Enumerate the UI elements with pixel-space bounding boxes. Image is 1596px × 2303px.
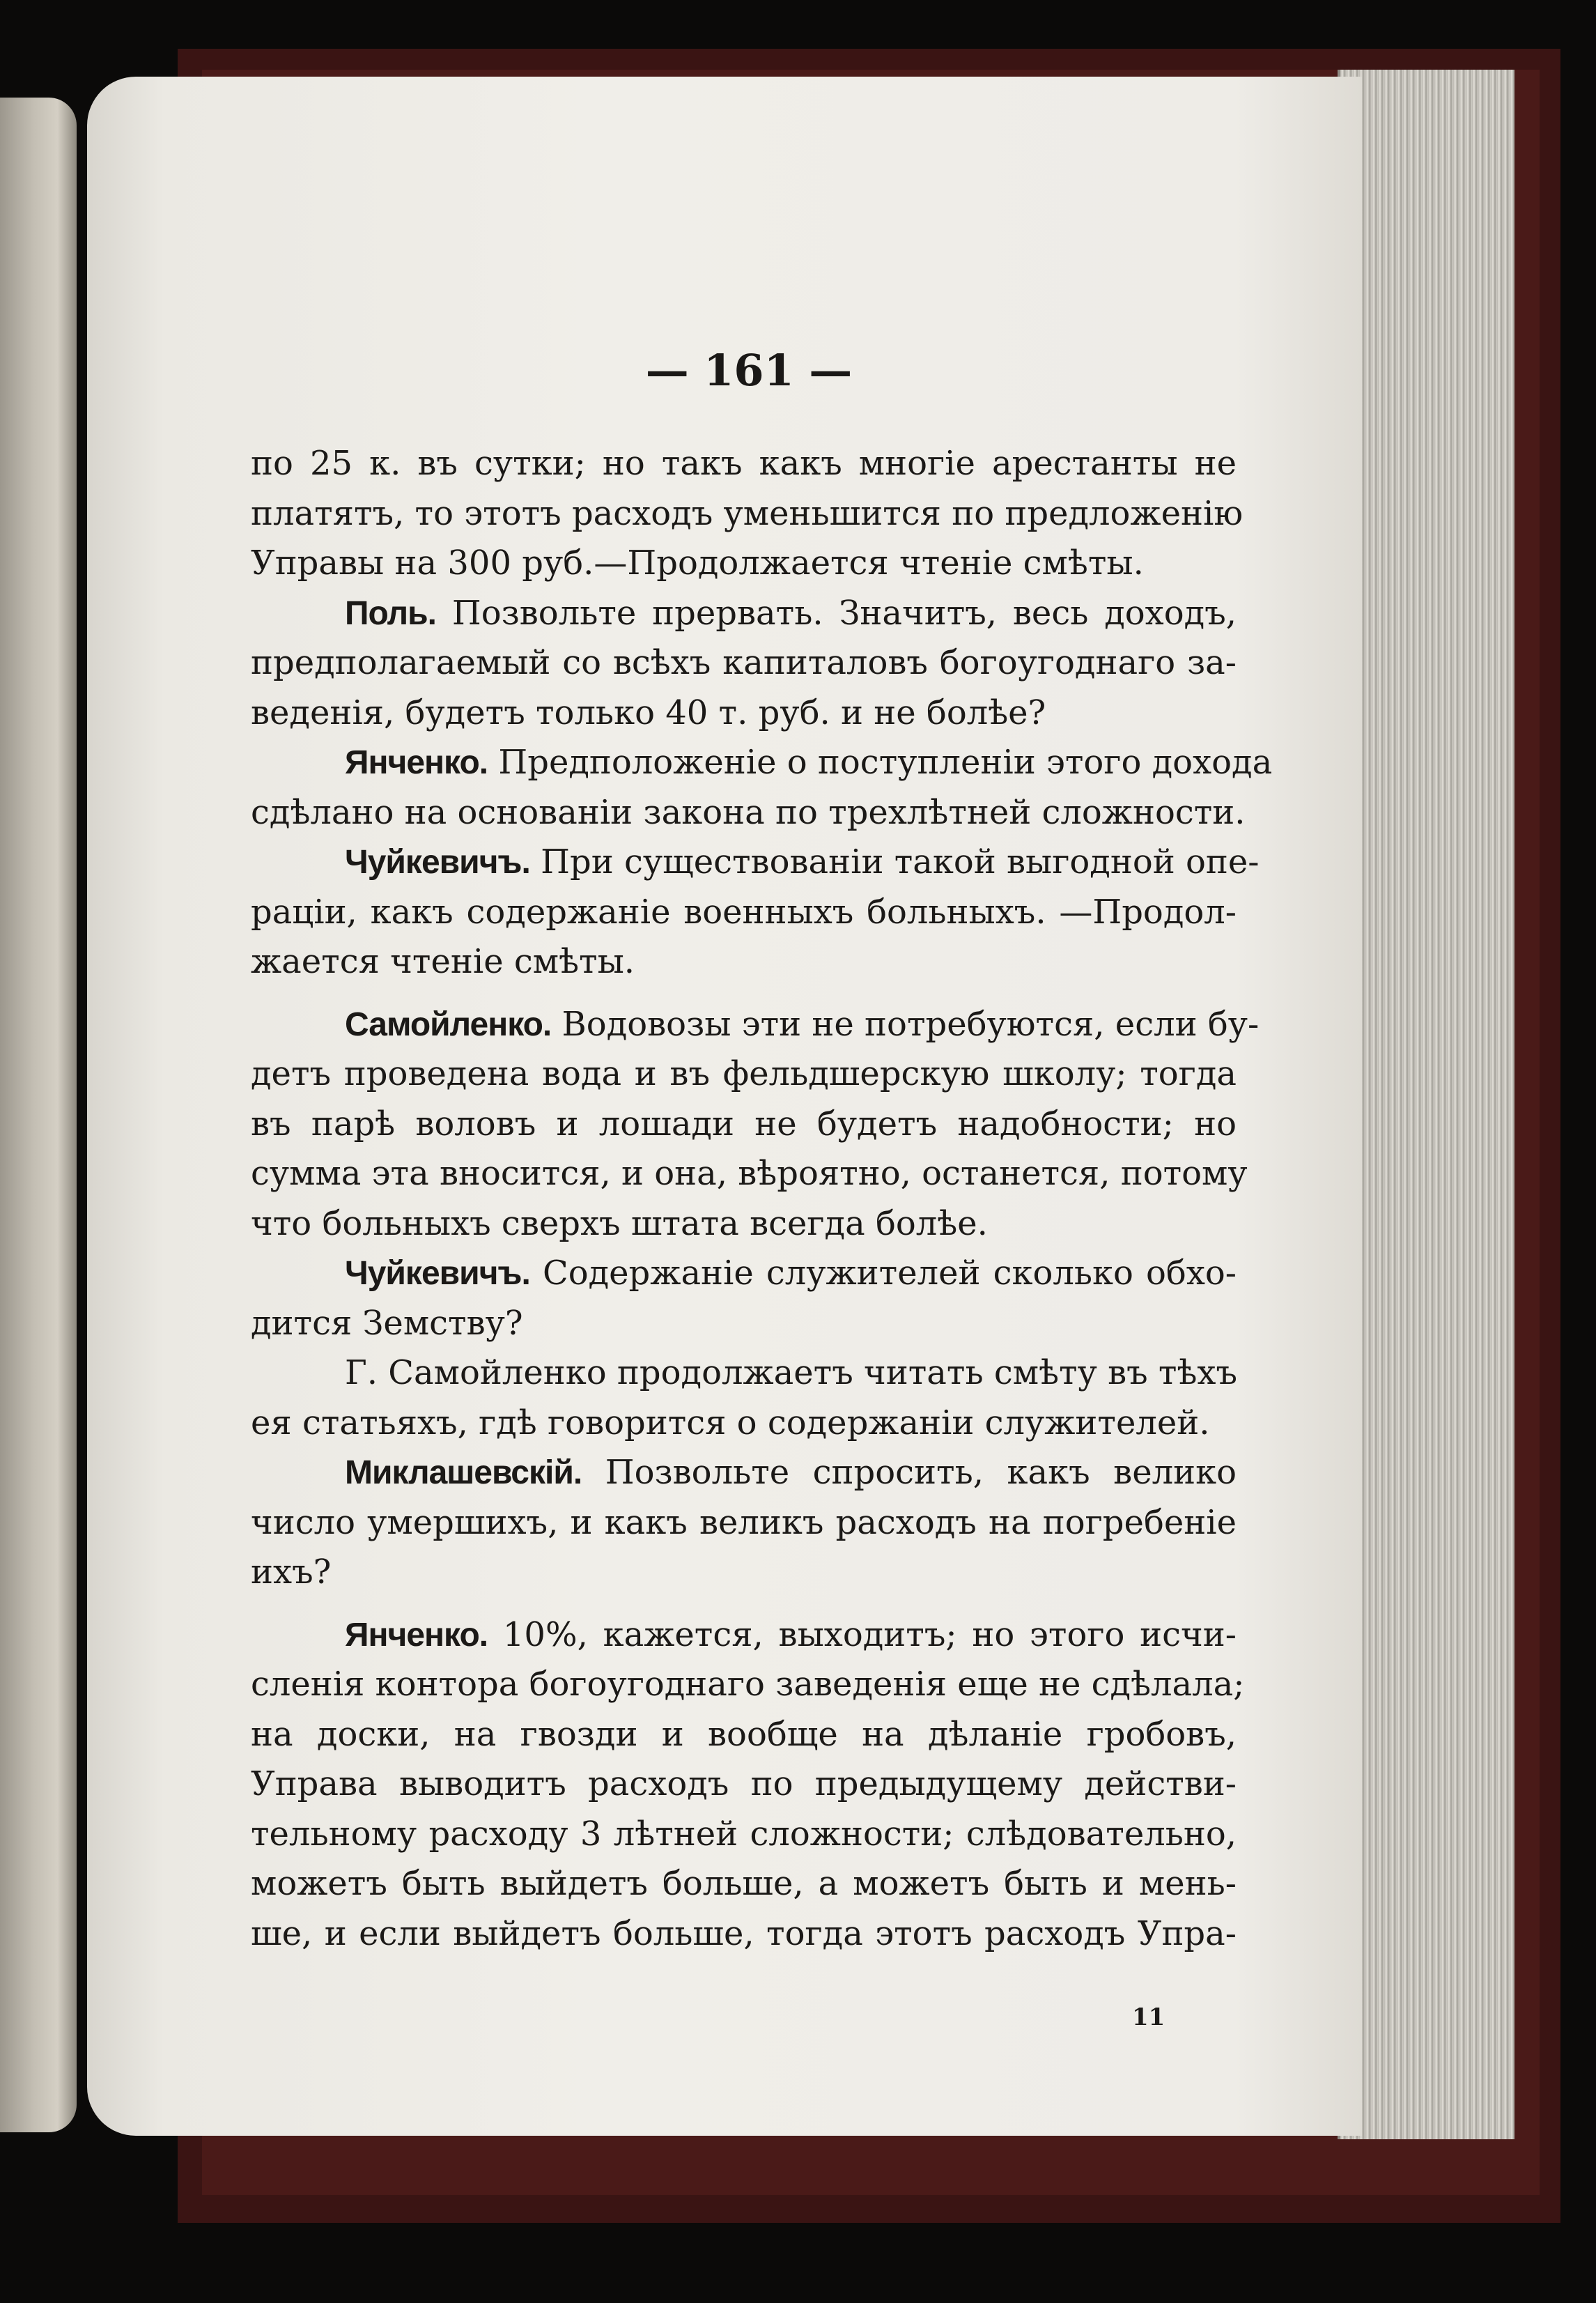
paragraph-gap bbox=[251, 987, 1237, 1000]
line-text: Предположеніе о поступленіи этого дохода bbox=[498, 743, 1273, 782]
text-line bbox=[251, 1249, 1237, 1299]
text-line bbox=[251, 1000, 1260, 1050]
text-line bbox=[251, 1909, 1237, 1959]
text-line bbox=[251, 439, 1237, 489]
line-text: Позвольте прервать. Значитъ, весь доходъ, bbox=[451, 593, 1237, 633]
previous-page-edge bbox=[0, 98, 77, 2132]
text-line bbox=[251, 1660, 1245, 1710]
text-line bbox=[251, 1100, 1237, 1150]
line-text: что больныхъ сверхъ штата всегда болѣе. bbox=[251, 1203, 988, 1243]
text-line bbox=[251, 1610, 1237, 1661]
line-text: Водовозы эти не потребуются, если бу- bbox=[561, 1004, 1260, 1044]
text-line bbox=[251, 589, 1237, 639]
line-text: ихъ? bbox=[251, 1553, 332, 1592]
text-line bbox=[251, 838, 1260, 888]
text-line bbox=[251, 1810, 1237, 1860]
speaker-name: Миклашевскій. bbox=[345, 1454, 582, 1491]
line-text: по 25 к. въ сутки; но такъ какъ многіе арестанты не bbox=[251, 444, 1237, 483]
text-line bbox=[251, 688, 1237, 739]
line-text: Управы на 300 руб.—Продолжается чтеніе смѣты. bbox=[251, 544, 1144, 583]
signature-mark: 11 bbox=[1132, 2003, 1165, 2031]
line-text: тельному расходу 3 лѣтней сложности; слѣдовательно, bbox=[251, 1814, 1237, 1854]
line-text: При существованіи такой выгодной опе- bbox=[541, 842, 1260, 881]
page-body-text bbox=[251, 439, 1273, 1959]
text-line bbox=[251, 1299, 1237, 1349]
text-line bbox=[251, 738, 1273, 788]
text-line bbox=[251, 1049, 1237, 1100]
line-text: детъ проведена вода и въ фельдшерскую школу; тогда bbox=[251, 1054, 1237, 1093]
line-text: ея статьяхъ, гдѣ говорится о содержаніи служителей. bbox=[251, 1403, 1210, 1442]
line-text: дится Земству? bbox=[251, 1303, 523, 1343]
text-line bbox=[251, 1548, 1237, 1598]
text-line bbox=[251, 788, 1246, 838]
line-text: 10%, кажется, выходитъ; но этого исчи- bbox=[502, 1615, 1237, 1654]
text-line bbox=[251, 539, 1237, 589]
line-text: жается чтеніе смѣты. bbox=[251, 942, 635, 981]
line-text: Позвольте спросить, какъ велико bbox=[605, 1453, 1237, 1492]
text-line bbox=[251, 1399, 1237, 1449]
line-text: сдѣлано на основаніи закона по трехлѣтней сложности. bbox=[251, 792, 1246, 832]
text-line bbox=[251, 1448, 1237, 1498]
text-line bbox=[251, 638, 1237, 688]
line-text: сленія контора богоугоднаго заведенія еще не сдѣлала; bbox=[251, 1665, 1245, 1704]
paragraph-gap bbox=[251, 1598, 1237, 1610]
text-line bbox=[251, 937, 1237, 987]
text-line bbox=[251, 1498, 1237, 1548]
line-text: Г. Самойленко продолжаетъ читать смѣту въ тѣхъ bbox=[345, 1353, 1237, 1392]
text-line bbox=[251, 1759, 1237, 1810]
speaker-name: Чуйкевичъ. bbox=[345, 844, 530, 881]
text-line bbox=[251, 1710, 1237, 1760]
text-line bbox=[251, 1859, 1237, 1909]
line-text: Содержаніе служителей сколько обхо- bbox=[542, 1254, 1237, 1293]
speaker-name: Чуйкевичъ. bbox=[345, 1255, 530, 1292]
speaker-name: Поль. bbox=[345, 594, 436, 632]
line-text: платятъ, то этотъ расходъ уменьшится по предложенію bbox=[251, 493, 1244, 533]
line-text: въ парѣ воловъ и лошади не будетъ надобности; но bbox=[251, 1104, 1237, 1143]
line-text: число умершихъ, и какъ великъ расходъ на погребеніе bbox=[251, 1502, 1237, 1542]
book-page bbox=[87, 77, 1362, 2136]
speaker-name: Самойленко. bbox=[345, 1006, 552, 1043]
line-text: ше, и если выйдетъ больше, тогда этотъ расходъ Упра- bbox=[251, 1913, 1237, 1953]
speaker-name: Янченко. bbox=[345, 1616, 488, 1654]
line-text: веденія, будетъ только 40 т. руб. и не болѣе? bbox=[251, 693, 1046, 732]
line-text: Управа выводитъ расходъ по предыдущему действи- bbox=[251, 1764, 1237, 1803]
text-line bbox=[251, 1348, 1237, 1399]
text-line bbox=[251, 489, 1244, 539]
text-line bbox=[251, 888, 1237, 938]
line-text: сумма эта вносится, и она, вѣроятно, останется, потому bbox=[251, 1154, 1248, 1193]
speaker-name: Янченко. bbox=[345, 744, 488, 781]
text-line bbox=[251, 1199, 1237, 1249]
line-text: раціи, какъ содержаніе военныхъ больныхъ. —Продол- bbox=[251, 892, 1237, 932]
text-line bbox=[251, 1149, 1248, 1199]
line-text: на доски, на гвозди и вообще на дѣланіе гробовъ, bbox=[251, 1714, 1237, 1754]
line-text: можетъ быть выйдетъ больше, а можетъ быть и мень- bbox=[251, 1864, 1237, 1903]
page-number: — 161 — bbox=[645, 345, 853, 396]
line-text: предполагаемый со всѣхъ капиталовъ богоугоднаго за- bbox=[251, 643, 1237, 682]
